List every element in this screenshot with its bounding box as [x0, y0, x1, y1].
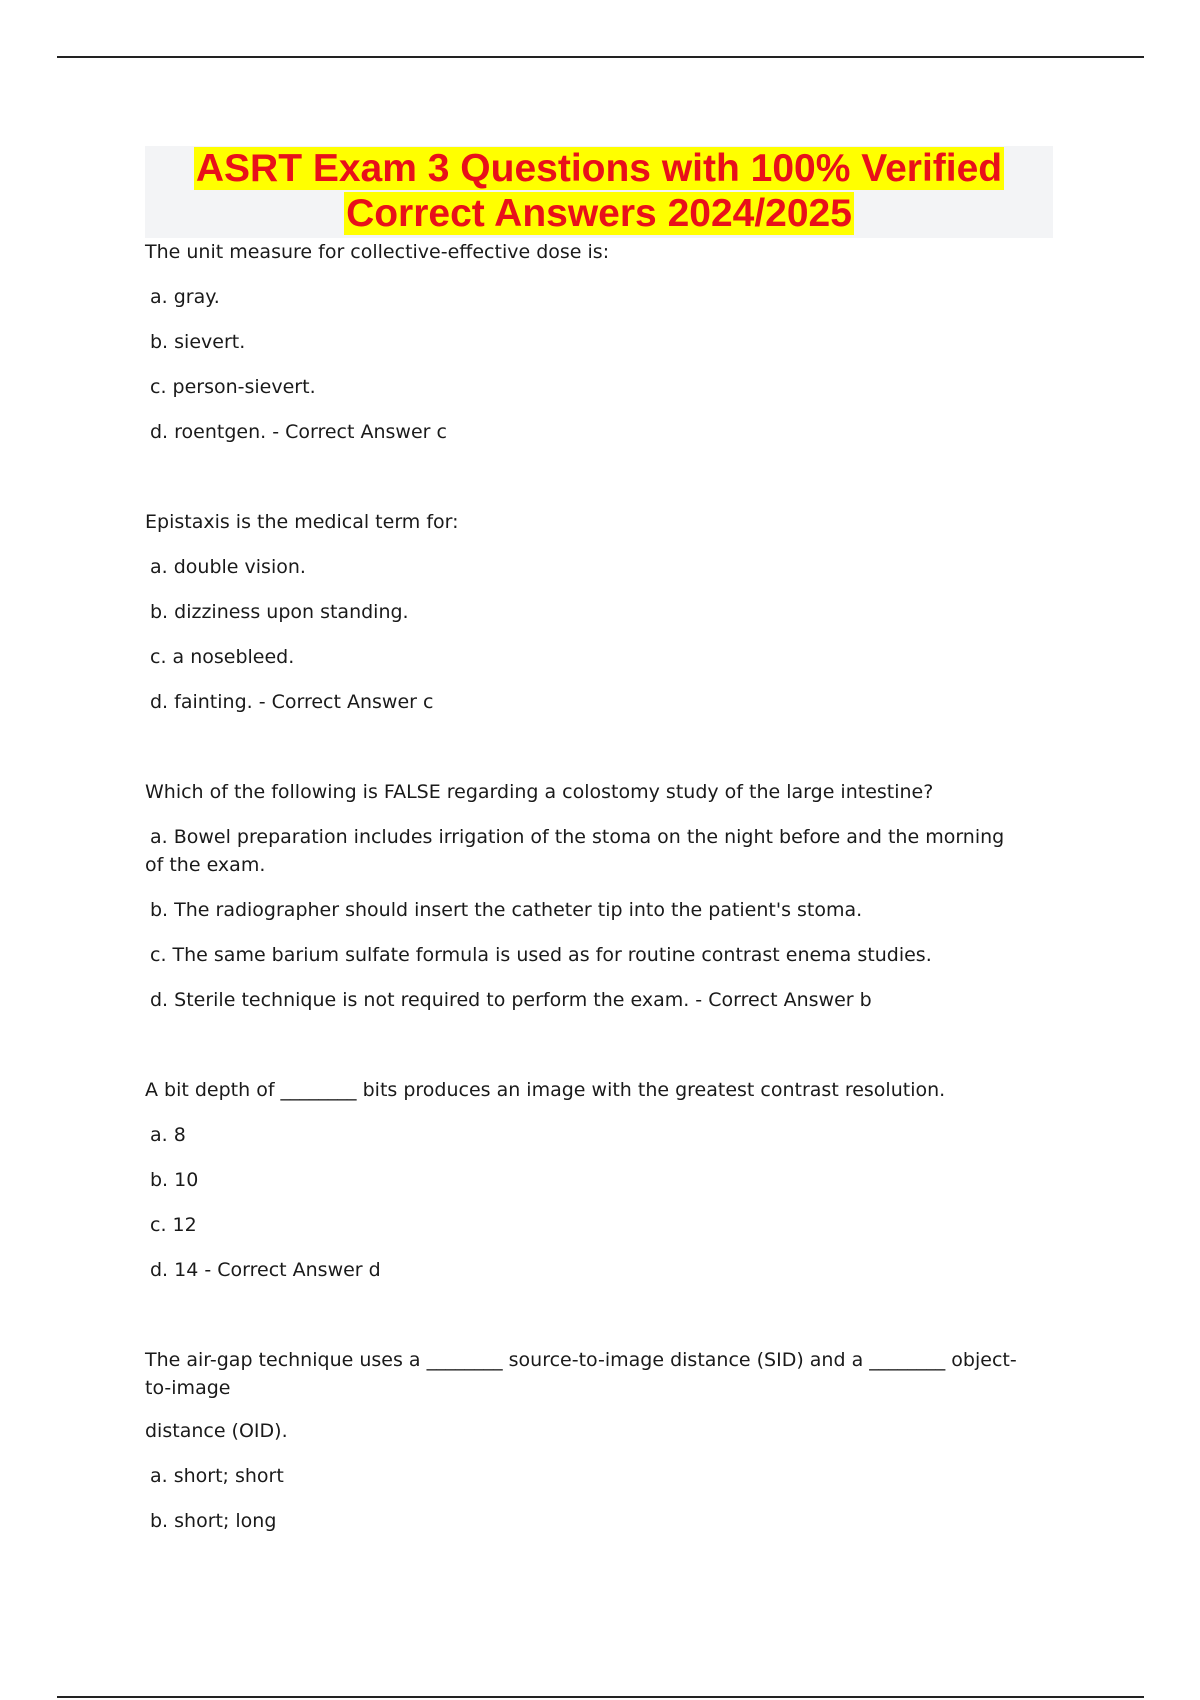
header-rule — [57, 56, 1144, 58]
title-line-1: ASRT Exam 3 Questions with 100% Verified — [195, 147, 1003, 190]
answer-option: c. person-sievert. — [150, 376, 316, 398]
answer-option: b. The radiographer should insert the catheter tip into the patient's stoma. — [150, 899, 863, 921]
answer-option: b. dizziness upon standing. — [150, 601, 409, 623]
answer-option: d. fainting. - Correct Answer c — [150, 691, 434, 713]
answer-option: d. 14 - Correct Answer d — [150, 1259, 381, 1281]
answer-option: c. a nosebleed. — [150, 646, 295, 668]
question-text: A bit depth of ________ bits produces an image with the greatest contrast resolution. — [145, 1079, 946, 1101]
spacer — [145, 1301, 1025, 1346]
answer-option: b. short; long — [150, 1510, 277, 1532]
question-block-3 — [145, 778, 1025, 1014]
footer-rule — [57, 1696, 1144, 1698]
spacer — [145, 1031, 1025, 1076]
answer-option: a. gray. — [150, 286, 220, 308]
question-text: The air-gap technique uses a ________ source-to-image distance (SID) and a ________ object-to-image — [145, 1349, 1017, 1399]
document-title — [145, 146, 1053, 238]
question-block-1 — [145, 238, 1025, 446]
question-block-4 — [145, 1076, 1025, 1284]
answer-option: d. Sterile technique is not required to perform the exam. - Correct Answer b — [150, 989, 872, 1011]
answer-option: d. roentgen. - Correct Answer c — [150, 421, 447, 443]
answer-option: a. Bowel preparation includes irrigation of the stoma on the night before and the morning of the exam. — [145, 826, 1005, 876]
question-text: Epistaxis is the medical term for: — [145, 511, 459, 533]
question-block-5 — [145, 1346, 1025, 1535]
answer-option: c. The same barium sulfate formula is used as for routine contrast enema studies. — [150, 944, 932, 966]
question-list — [145, 238, 1025, 1552]
question-text: The unit measure for collective-effective dose is: — [145, 241, 610, 263]
answer-option: a. short; short — [150, 1465, 284, 1487]
question-text: Which of the following is FALSE regarding a colostomy study of the large intestine? — [145, 781, 934, 803]
spacer — [145, 463, 1025, 508]
answer-option: a. 8 — [150, 1124, 186, 1146]
spacer — [145, 733, 1025, 778]
question-block-2 — [145, 508, 1025, 716]
answer-option: b. sievert. — [150, 331, 246, 353]
answer-option: c. 12 — [150, 1214, 197, 1236]
answer-option: b. 10 — [150, 1169, 199, 1191]
title-line-2: Correct Answers 2024/2025 — [346, 192, 852, 235]
question-text-continued: distance (OID). — [145, 1420, 288, 1442]
answer-option: a. double vision. — [150, 556, 306, 578]
